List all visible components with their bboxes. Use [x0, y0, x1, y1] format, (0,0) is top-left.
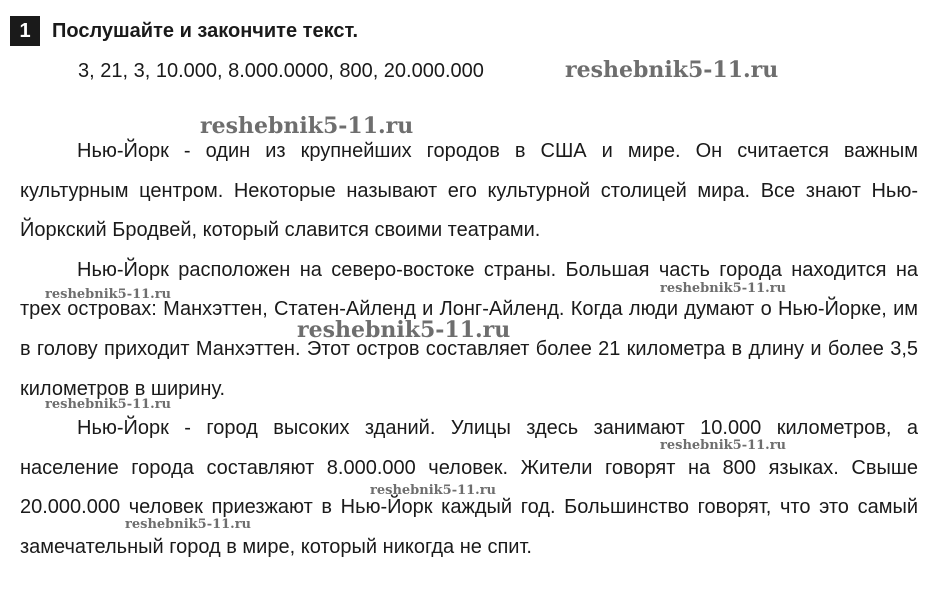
text-body	[20, 132, 918, 568]
numbers-line: 3, 21, 3, 10.000, 8.000.0000, 800, 20.000.000	[78, 60, 484, 82]
watermark: reshebnik5-11.ru	[125, 517, 252, 532]
paragraph-2: Нью-Йорк расположен на северо-востоке страны. Большая часть города находится на трех островах: Манхэттен, Статен-Айленд и Лонг-Айленд. Когда люди думают о Нью-Йорке, им в голову приходит Манхэттен. Этот остров составляет более 21 километра в длину и более 3,5 километров в ширину.	[20, 258, 918, 400]
watermark: reshebnik5-11.ru	[200, 113, 414, 139]
task-number-badge: 1	[10, 16, 40, 46]
watermark: reshebnik5-11.ru	[45, 287, 172, 302]
watermark: reshebnik5-11.ru	[45, 397, 172, 412]
task-title: Послушайте и закончите текст.	[52, 19, 359, 42]
watermark: reshebnik5-11.ru	[297, 317, 511, 343]
paragraph-1: Нью-Йорк - один из крупнейших городов в США и мире. Он считается важным культурным центром. Некоторые называют его культурной столицей мира. Все знают Нью-Йоркский Бродвей, который славится своими театрами.	[20, 140, 918, 242]
paragraph-3: Нью-Йорк - город высоких зданий. Улицы здесь занимают 10.000 километров, а население города составляют 8.000.000 человек. Жители говорят на 800 языках. Свыше 20.000.000 человек приезжают в Нью-Йорк каждый год. Большинство говорят, что это самый замечательный город в мире, который никогда не спит.	[20, 417, 918, 558]
watermark: reshebnik5-11.ru	[370, 483, 497, 498]
task-header	[10, 16, 358, 46]
watermark: reshebnik5-11.ru	[660, 281, 787, 296]
watermark: reshebnik5-11.ru	[565, 57, 779, 83]
watermark: reshebnik5-11.ru	[660, 438, 787, 453]
